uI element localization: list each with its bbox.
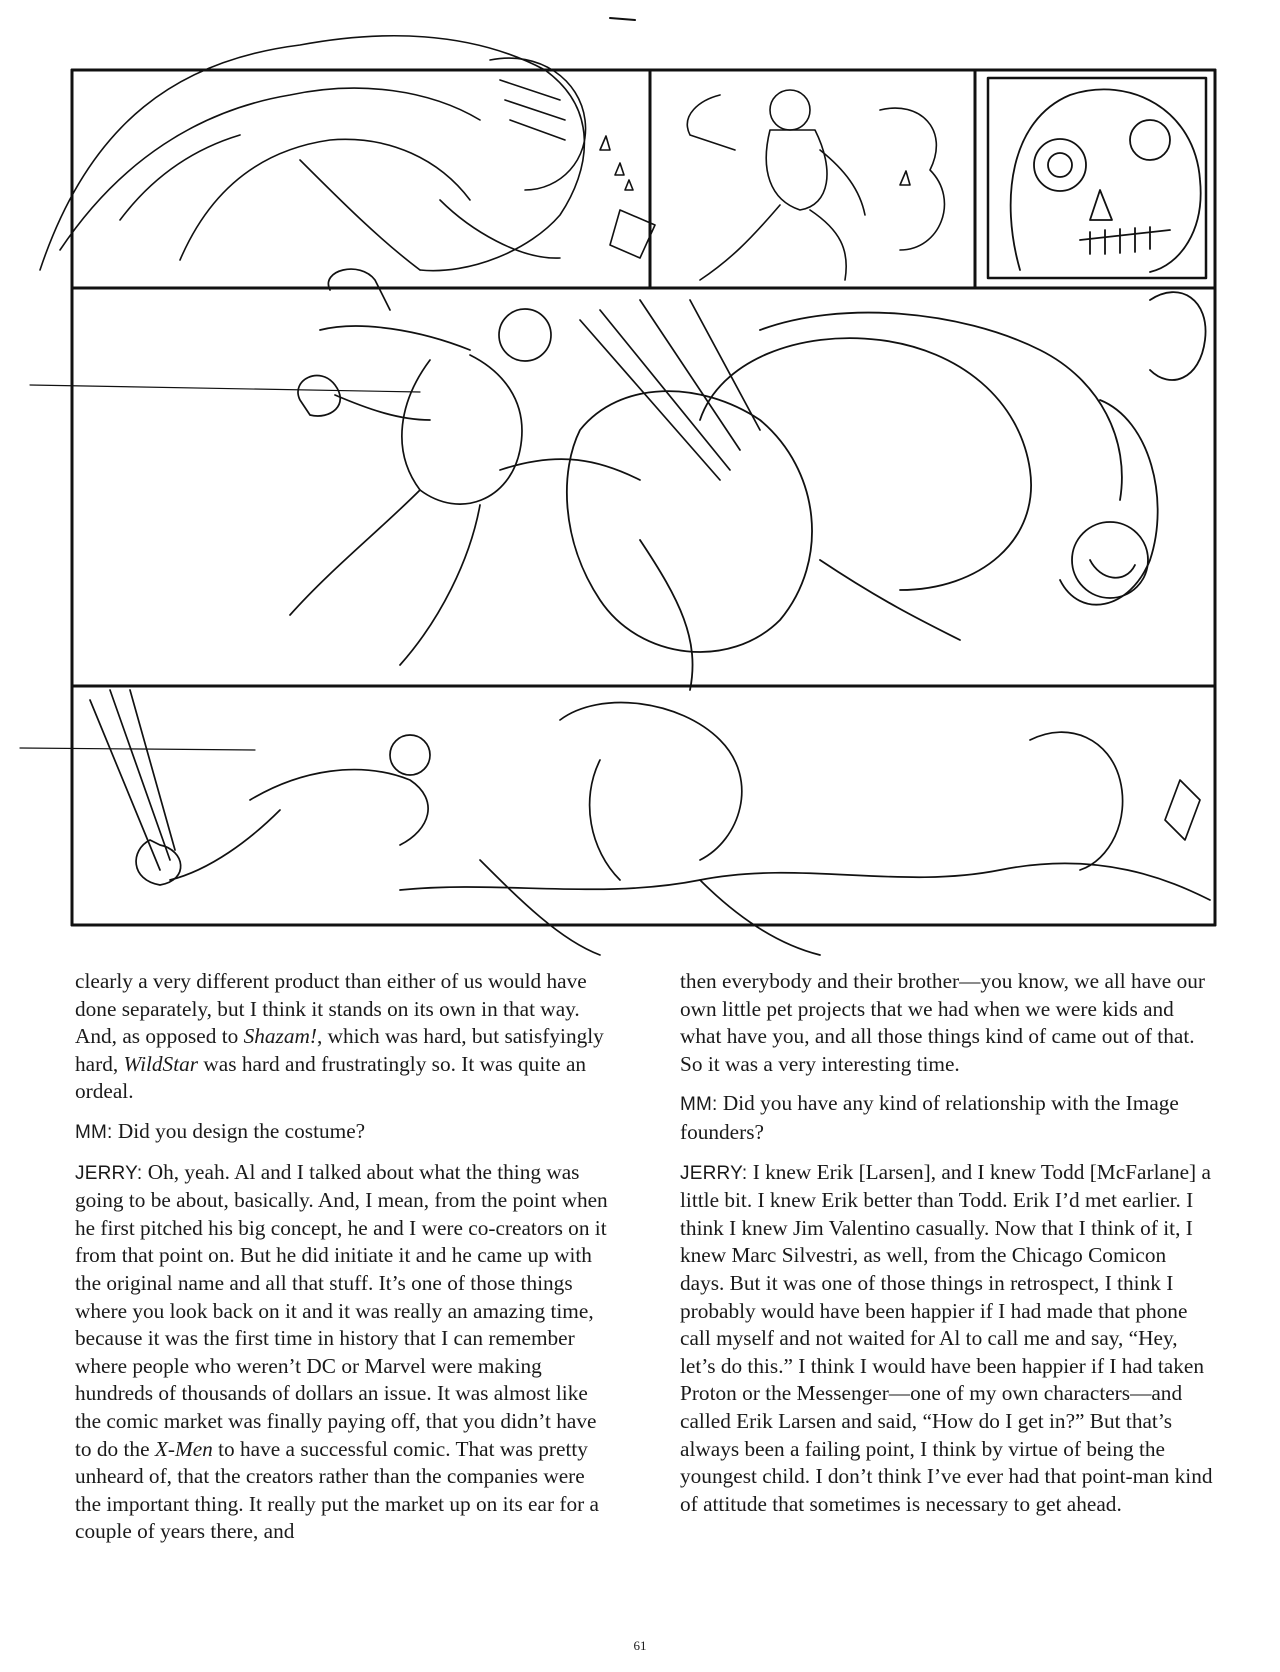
title-italic-wildstar: WildStar <box>123 1051 199 1076</box>
paragraph-text: Oh, yeah. Al and I talked about what the thing was going to be about, basically. And, I mean, from the point when he first pitched his big concept, he and I were co-creators on it from that point on. But he did initiate it and he came up with the original name and all that stuff. It’s one of those things where you look back on it and it was really an amazing time, because it was the first time in history that I can remember where people who weren’t DC or Marvel were making hundreds of thousands of dollars an issue. It was almost like the comic market was finally paying off, that you didn’t have to do the <box>75 1159 608 1461</box>
speaker-label: JERRY: <box>75 1162 143 1184</box>
panel4-leaping-hero <box>290 269 760 665</box>
paragraph-right-1: then everybody and their brother—you know, we all have our own little pet projects that we had when we were kids and what have you, and all those things kind of came out of that. So it was a very interesting time. <box>680 969 1205 1076</box>
paragraph-text: Did you have any kind of relationship with the Image founders? <box>680 1091 1179 1144</box>
speaker-label: MM: <box>680 1094 718 1116</box>
paragraph-left-3 <box>75 1159 610 1546</box>
speaker-label: MM: <box>75 1121 113 1143</box>
paragraph-text: I knew Erik [Larsen], and I knew Todd [McFarlane] a little bit. I knew Erik better than Todd. Erik I’d met earlier. I think I knew Jim Valentino casually. Now that I think of it, I knew Marc Silvestri, as well, from the Chicago Comicon days. But it was one of those things in retrospect, I think I probably would have been happier if I had made that phone call myself and not waited for Al to call me and say, “Hey, let’s do this.” I think I would have been happier if I had taken Proton or the Messenger—one of my own characters—and called Erik Larsen and said, “How do I get in?” But that’s always been a failing point, I think by virtue of being the youngest child. I don’t think I’ve ever had that point-man kind of attitude that sometimes is necessary to get ahead. <box>680 1159 1213 1516</box>
text-column-left <box>75 968 610 1558</box>
paragraph-right-2 <box>680 1090 1215 1146</box>
panel5-fight-scene <box>90 690 1210 955</box>
panel2-hero-figure <box>687 90 944 280</box>
paragraph-text: was hard and frustratingly so. It was quite an ordeal. <box>75 1051 587 1104</box>
panel3-skull <box>1011 89 1201 272</box>
paragraph-text: , which was hard, but satisfyingly hard, <box>75 1024 604 1076</box>
paragraph-text: clearly a very different product than either of us would have done separately, but I think it stands on its own in that way. And, as opposed to <box>75 969 587 1049</box>
title-italic-xmen: X-Men <box>154 1436 213 1461</box>
paragraph-right-3 <box>680 1159 1215 1519</box>
paragraph-text: to have a successful comic. That was pretty unheard of, that the creators rather than the companies were the important thing. It really put the market up on its ear for a couple of years there, and <box>75 1436 599 1544</box>
paragraph-left-2 <box>75 1118 610 1147</box>
speaker-label: JERRY: <box>680 1162 748 1184</box>
panel4-brute-creature <box>567 292 1206 690</box>
page-number: 61 <box>633 1638 647 1653</box>
title-italic-shazam: Shazam! <box>243 1024 317 1049</box>
text-column-right <box>680 968 1215 1530</box>
paragraph-left-1 <box>75 968 610 1106</box>
paragraph-text: Did you design the costume? <box>112 1118 366 1143</box>
